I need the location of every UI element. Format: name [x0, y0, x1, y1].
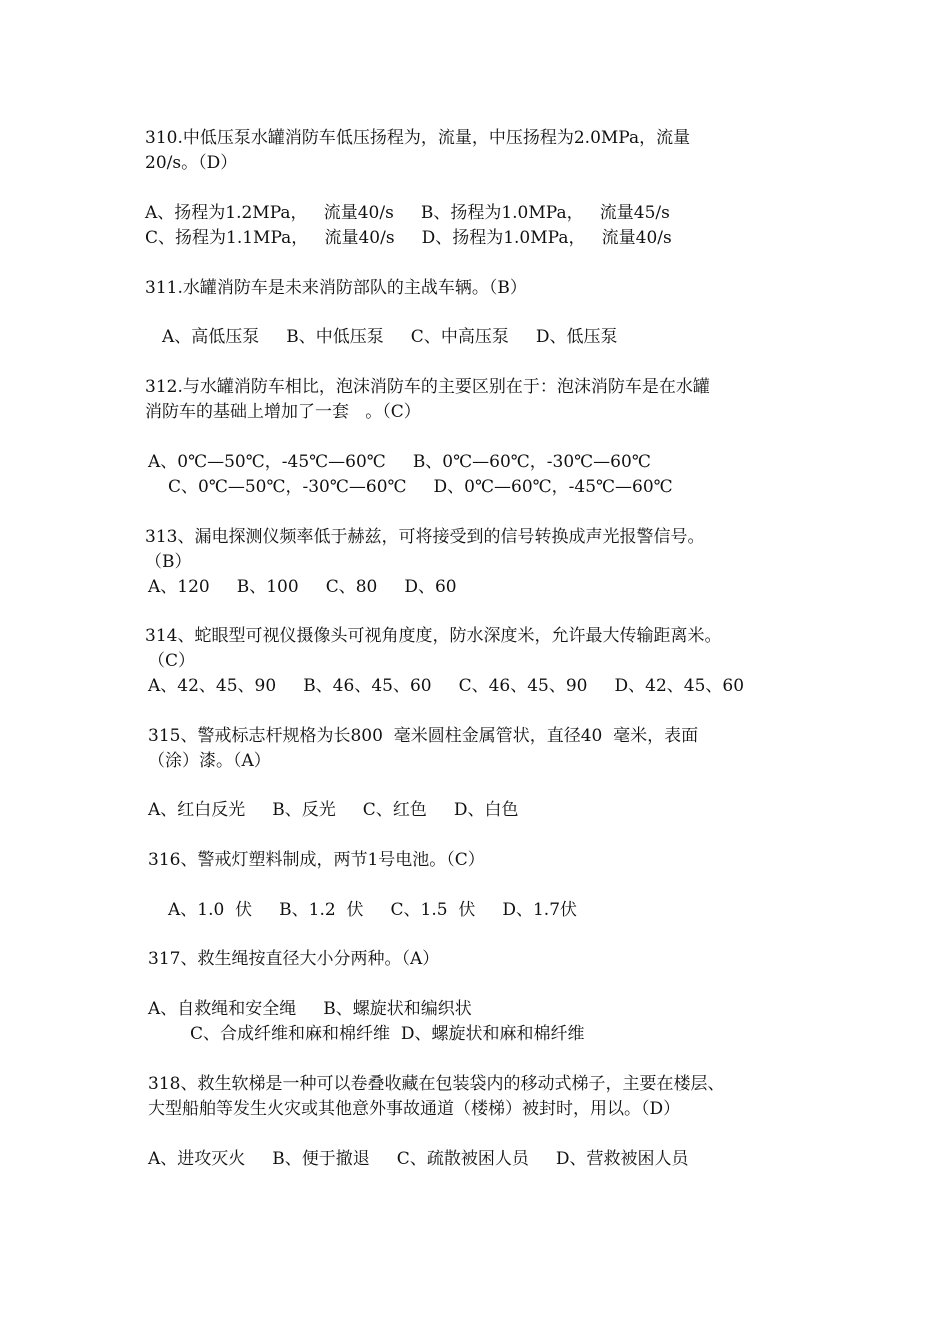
question-310-options-line-2: C、扬程为1.1MPa， 流量40/s D、扬程为1.0MPa， 流量40/s [145, 228, 672, 248]
question-311-options: A、高低压泵 B、中低压泵 C、中高压泵 D、低压泵 [162, 327, 618, 347]
question-312-stem-line-2: 消防车的基础上增加了一套 。（C） [145, 402, 421, 422]
question-316-options: A、1.0 伏 B、1.2 伏 C、1.5 伏 D、1.7伏 [168, 900, 578, 920]
question-315-options: A、红白反光 B、反光 C、红色 D、白色 [148, 800, 519, 820]
question-315-stem-line-2: （涂）漆。（A） [148, 751, 271, 771]
question-317-stem: 317、救生绳按直径大小分两种。（A） [148, 949, 440, 969]
question-314-stem-line-2: （C） [148, 651, 196, 671]
question-312-stem-line-1: 312.与水罐消防车相比，泡沫消防车的主要区别在于：泡沫消防车是在水罐 [145, 377, 710, 397]
question-318-options: A、进攻灭火 B、便于撤退 C、疏散被困人员 D、营救被困人员 [148, 1149, 689, 1169]
question-316-stem: 316、警戒灯塑料制成，两节1号电池。（C） [148, 850, 485, 870]
question-312-options-line-2: C、0℃—50℃，-30℃—60℃ D、0℃—60℃，-45℃—60℃ [168, 477, 673, 497]
question-310-stem-line-2: 20/s。（D） [145, 153, 238, 173]
question-312-options-line-1: A、0℃—50℃，-45℃—60℃ B、0℃—60℃，-30℃—60℃ [148, 452, 651, 472]
question-313-stem-line-2: （B） [145, 552, 192, 572]
question-310-options-line-1: A、扬程为1.2MPa， 流量40/s B、扬程为1.0MPa， 流量45/s [145, 203, 670, 223]
question-310-stem-line-1: 310.中低压泵水罐消防车低压扬程为，流量，中压扬程为2.0MPa，流量 [145, 128, 691, 148]
question-313-stem-line-1: 313、漏电探测仪频率低于赫兹，可将接受到的信号转换成声光报警信号。 [145, 527, 705, 547]
question-314-options: A、42、45、90 B、46、45、60 C、46、45、90 D、42、45、60 [148, 676, 745, 696]
question-317-options-line-1: A、自救绳和安全绳 B、螺旋状和编织状 [148, 999, 472, 1019]
question-313-options: A、120 B、100 C、80 D、60 [148, 577, 457, 597]
question-317-options-line-2: C、合成纤维和麻和棉纤维 D、螺旋状和麻和棉纤维 [190, 1024, 585, 1044]
question-315-stem-line-1: 315、警戒标志杆规格为长800 毫米圆柱金属管状，直径40 毫米，表面 [148, 726, 699, 746]
question-318-stem-line-1: 318、救生软梯是一种可以卷叠收藏在包装袋内的移动式梯子，主要在楼层、 [148, 1074, 725, 1094]
question-318-stem-line-2: 大型船舶等发生火灾或其他意外事故通道（楼梯）被封时，用以。（D） [148, 1099, 681, 1119]
question-314-stem-line-1: 314、蛇眼型可视仪摄像头可视角度度，防水深度米，允许最大传输距离米。 [145, 626, 722, 646]
question-311-stem: 311.水罐消防车是未来消防部队的主战车辆。（B） [145, 278, 527, 298]
